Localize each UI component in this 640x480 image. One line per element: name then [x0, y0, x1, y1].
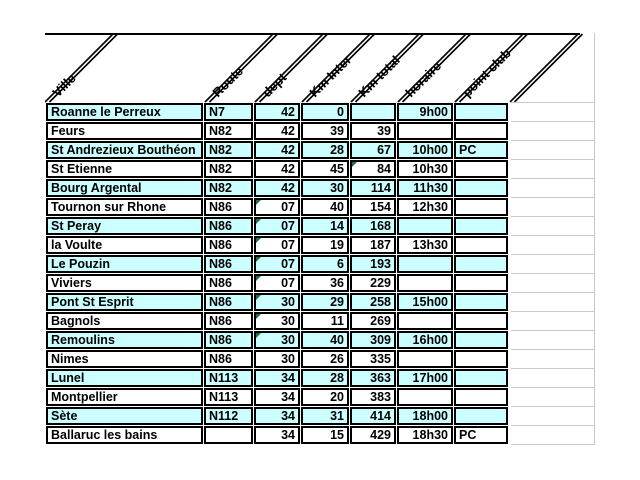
gridline — [511, 140, 594, 141]
cell-km_inter[interactable]: 40 — [301, 198, 349, 216]
cell-dept[interactable]: 07 — [254, 217, 300, 235]
cell-dept[interactable]: 42 — [254, 122, 300, 140]
cell-ville[interactable]: Le Pouzin — [46, 255, 203, 273]
cell-horaire[interactable]: 10h30 — [397, 160, 453, 178]
cell-dept[interactable]: 30 — [254, 293, 300, 311]
cell-km_total[interactable]: 414 — [350, 407, 396, 425]
cell-horaire[interactable] — [397, 217, 453, 235]
cell-point_club[interactable] — [454, 293, 508, 311]
cell-km_total[interactable]: 154 — [350, 198, 396, 216]
cell-point_club[interactable] — [454, 179, 508, 197]
cell-route[interactable]: N82 — [204, 122, 253, 140]
cell-ville[interactable]: Montpellier — [46, 388, 203, 406]
cell-km_total[interactable]: 229 — [350, 274, 396, 292]
cell-point_club[interactable] — [454, 369, 508, 387]
cell-route[interactable]: N86 — [204, 350, 253, 368]
cell-route[interactable]: N86 — [204, 255, 253, 273]
cell-km_total[interactable]: 429 — [350, 426, 396, 444]
cell-dept[interactable]: 34 — [254, 407, 300, 425]
cell-km_inter[interactable]: 28 — [301, 369, 349, 387]
cell-ville[interactable]: Nimes — [46, 350, 203, 368]
cell-km_inter[interactable]: 26 — [301, 350, 349, 368]
cell-point_club[interactable] — [454, 388, 508, 406]
gridline — [511, 273, 594, 274]
cell-horaire[interactable]: 18h30 — [397, 426, 453, 444]
cell-route[interactable] — [204, 426, 253, 444]
column-header-route[interactable]: Route — [209, 63, 247, 100]
cell-route[interactable]: N86 — [204, 274, 253, 292]
cell-horaire[interactable]: 18h00 — [397, 407, 453, 425]
cell-dept[interactable]: 07 — [254, 274, 300, 292]
cell-route[interactable]: N113 — [204, 369, 253, 387]
cell-dept[interactable]: 42 — [254, 160, 300, 178]
table-row — [46, 217, 508, 235]
cell-ville[interactable]: Bourg Argental — [46, 179, 203, 197]
cell-route[interactable]: N86 — [204, 331, 253, 349]
cell-route[interactable]: N82 — [204, 179, 253, 197]
cell-horaire[interactable]: 15h00 — [397, 293, 453, 311]
gridline — [511, 311, 594, 312]
cell-route[interactable]: N86 — [204, 312, 253, 330]
cell-ville[interactable]: Bagnols — [46, 312, 203, 330]
gridline — [511, 159, 594, 160]
cell-dept[interactable]: 07 — [254, 236, 300, 254]
cell-point_club[interactable] — [454, 236, 508, 254]
cell-route[interactable]: N86 — [204, 217, 253, 235]
table-row — [46, 312, 508, 330]
cell-km_total[interactable]: 84 — [350, 160, 396, 178]
cell-dept[interactable]: 07 — [254, 198, 300, 216]
cell-horaire[interactable] — [397, 350, 453, 368]
cell-km_inter[interactable]: 39 — [301, 122, 349, 140]
cell-horaire[interactable] — [397, 122, 453, 140]
cell-horaire[interactable] — [397, 388, 453, 406]
table-row — [46, 426, 508, 444]
gridline — [511, 197, 594, 198]
cell-dept[interactable]: 30 — [254, 312, 300, 330]
cell-point_club[interactable] — [454, 331, 508, 349]
cell-dept[interactable]: 34 — [254, 369, 300, 387]
cell-km_inter[interactable]: 30 — [301, 179, 349, 197]
cell-ville[interactable]: Lunel — [46, 369, 203, 387]
cell-point_club[interactable] — [454, 198, 508, 216]
column-header-dept[interactable]: dept — [259, 69, 290, 100]
cell-ville[interactable]: Pont St Esprit — [46, 293, 203, 311]
gridline — [511, 254, 594, 255]
cell-km_total[interactable]: 383 — [350, 388, 396, 406]
gridline — [511, 102, 594, 103]
cell-km_total[interactable]: 258 — [350, 293, 396, 311]
cell-horaire[interactable]: 17h00 — [397, 369, 453, 387]
cell-km_total[interactable]: 39 — [350, 122, 396, 140]
cell-point_club[interactable] — [454, 255, 508, 273]
gridline — [511, 406, 594, 407]
gridline — [511, 330, 594, 331]
cell-km_inter[interactable]: 36 — [301, 274, 349, 292]
cell-km_inter[interactable]: 11 — [301, 312, 349, 330]
table-row — [46, 350, 508, 368]
cell-km_total[interactable]: 363 — [350, 369, 396, 387]
cell-km_inter[interactable]: 28 — [301, 141, 349, 159]
cell-km_inter[interactable]: 29 — [301, 293, 349, 311]
cell-horaire[interactable]: 16h00 — [397, 331, 453, 349]
gridline — [511, 387, 594, 388]
cell-ville[interactable]: St Etienne — [46, 160, 203, 178]
cell-point_club[interactable]: PC — [454, 141, 508, 159]
cell-ville[interactable]: la Voulte — [46, 236, 203, 254]
table-row — [46, 122, 508, 140]
cell-dept[interactable]: 07 — [254, 255, 300, 273]
cell-point_club[interactable]: PC — [454, 426, 508, 444]
cell-route[interactable]: N86 — [204, 293, 253, 311]
cell-horaire[interactable]: 9h00 — [397, 103, 453, 121]
gridline — [511, 235, 594, 236]
table-row — [46, 198, 508, 216]
cell-km_total[interactable]: 193 — [350, 255, 396, 273]
cell-dept[interactable]: 42 — [254, 141, 300, 159]
cell-ville[interactable]: St Andrezieux Bouthéon — [46, 141, 203, 159]
table-row — [46, 160, 508, 178]
cell-km_total[interactable]: 309 — [350, 331, 396, 349]
cell-dept[interactable]: 42 — [254, 179, 300, 197]
cell-km_total[interactable]: 335 — [350, 350, 396, 368]
cell-ville[interactable]: St Peray — [46, 217, 203, 235]
cell-horaire[interactable] — [397, 312, 453, 330]
table-row — [46, 236, 508, 254]
cell-route[interactable]: N86 — [204, 236, 253, 254]
table-row — [46, 388, 508, 406]
cell-km_total[interactable]: 187 — [350, 236, 396, 254]
cell-point_club[interactable] — [454, 122, 508, 140]
gridline — [511, 368, 594, 369]
cell-point_club[interactable] — [454, 160, 508, 178]
cell-dept[interactable]: 42 — [254, 103, 300, 121]
cell-km_total[interactable] — [350, 103, 396, 121]
table-row — [46, 103, 508, 121]
cell-km_total[interactable]: 269 — [350, 312, 396, 330]
cell-km_inter[interactable]: 6 — [301, 255, 349, 273]
cell-ville[interactable]: Ballaruc les bains — [46, 426, 203, 444]
cell-horaire[interactable] — [397, 255, 453, 273]
column-header-km_total[interactable]: Km total — [355, 52, 403, 100]
cell-point_club[interactable] — [454, 274, 508, 292]
cell-point_club[interactable] — [454, 312, 508, 330]
cell-km_inter[interactable]: 14 — [301, 217, 349, 235]
cell-horaire[interactable]: 13h30 — [397, 236, 453, 254]
table-row — [46, 255, 508, 273]
cell-dept[interactable]: 34 — [254, 388, 300, 406]
table-row — [46, 293, 508, 311]
gridline — [511, 178, 594, 179]
cell-km_inter[interactable]: 20 — [301, 388, 349, 406]
gridline — [511, 216, 594, 217]
table-row — [46, 407, 508, 425]
cell-route[interactable]: N82 — [204, 160, 253, 178]
cell-horaire[interactable]: 12h30 — [397, 198, 453, 216]
cell-dept[interactable]: 30 — [254, 331, 300, 349]
cell-km_total[interactable]: 168 — [350, 217, 396, 235]
table-row — [46, 274, 508, 292]
cell-dept[interactable]: 30 — [254, 350, 300, 368]
cell-km_total[interactable]: 67 — [350, 141, 396, 159]
cell-ville[interactable]: Sète — [46, 407, 203, 425]
cell-horaire[interactable]: 10h00 — [397, 141, 453, 159]
gridline — [511, 349, 594, 350]
column-header-point_club[interactable]: point club — [459, 45, 514, 100]
cell-km_inter[interactable]: 31 — [301, 407, 349, 425]
cell-km_inter[interactable]: 45 — [301, 160, 349, 178]
cell-point_club[interactable] — [454, 350, 508, 368]
cell-km_inter[interactable]: 19 — [301, 236, 349, 254]
cell-dept[interactable]: 34 — [254, 426, 300, 444]
cell-horaire[interactable] — [397, 274, 453, 292]
route-table — [45, 102, 509, 445]
cell-point_club[interactable] — [454, 103, 508, 121]
cell-point_club[interactable] — [454, 407, 508, 425]
cell-route[interactable]: N113 — [204, 388, 253, 406]
cell-km_inter[interactable]: 40 — [301, 331, 349, 349]
table-row — [46, 369, 508, 387]
gridline — [511, 121, 594, 122]
cell-route[interactable]: N82 — [204, 141, 253, 159]
column-header-ville[interactable]: Ville — [49, 70, 79, 100]
gridline — [594, 33, 595, 445]
column-header-horaire[interactable]: horaire — [402, 58, 445, 100]
cell-route[interactable]: N86 — [204, 198, 253, 216]
cell-route[interactable]: N112 — [204, 407, 253, 425]
cell-km_inter[interactable]: 15 — [301, 426, 349, 444]
gridline — [511, 292, 594, 293]
cell-ville[interactable]: Viviers — [46, 274, 203, 292]
cell-km_inter[interactable]: 0 — [301, 103, 349, 121]
cell-point_club[interactable] — [454, 217, 508, 235]
table-row — [46, 331, 508, 349]
cell-km_total[interactable]: 114 — [350, 179, 396, 197]
cell-route[interactable]: N7 — [204, 103, 253, 121]
cell-ville[interactable]: Tournon sur Rhone — [46, 198, 203, 216]
column-header-km_inter[interactable]: Km Inter — [306, 52, 355, 100]
table-row — [46, 141, 508, 159]
cell-ville[interactable]: Feurs — [46, 122, 203, 140]
gridline — [511, 444, 594, 445]
cell-horaire[interactable]: 11h30 — [397, 179, 453, 197]
cell-ville[interactable]: Roanne le Perreux — [46, 103, 203, 121]
gridline — [511, 425, 594, 426]
table-row — [46, 179, 508, 197]
cell-ville[interactable]: Remoulins — [46, 331, 203, 349]
